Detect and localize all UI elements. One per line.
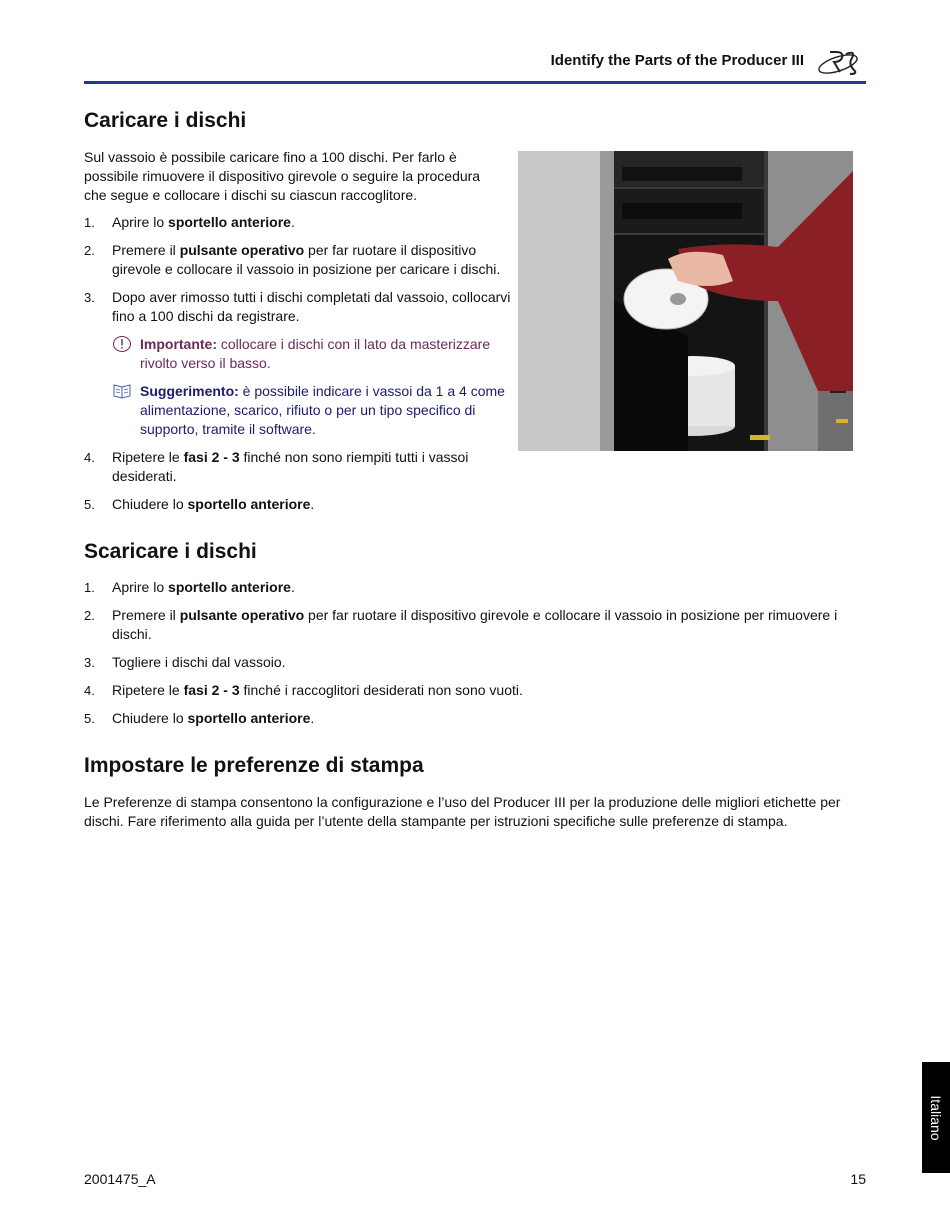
step-number: 3. bbox=[84, 290, 95, 305]
step-text: Ripetere le bbox=[112, 449, 184, 465]
section-heading-print-prefs: Impostare le preferenze di stampa bbox=[84, 754, 424, 777]
step-text: Chiudere lo bbox=[112, 710, 188, 726]
step-emphasis: fasi 2 - 3 bbox=[183, 682, 240, 698]
unload-steps-list bbox=[84, 578, 854, 737]
step-item bbox=[84, 709, 854, 728]
step-text: Premere il bbox=[112, 242, 180, 258]
step-emphasis: sportello anteriore bbox=[187, 710, 311, 726]
disc-loading-photo bbox=[518, 151, 853, 451]
step-text: Aprire lo bbox=[112, 579, 169, 595]
step-item bbox=[84, 241, 514, 279]
language-tab-label: Italiano bbox=[928, 1094, 944, 1141]
step-item bbox=[84, 495, 514, 514]
step-number: 4. bbox=[84, 683, 95, 698]
document-number: 2001475_A bbox=[84, 1171, 156, 1187]
step-emphasis: sportello anteriore bbox=[168, 214, 291, 230]
header-title: Identify the Parts of the Producer III bbox=[550, 52, 804, 69]
step-number: 1. bbox=[84, 580, 95, 595]
step-text-end: per far ruotare il dispositivo girevole e collocare il vassoio in posizione per rimuovere i dischi. bbox=[112, 607, 838, 642]
book-icon bbox=[112, 382, 132, 400]
step-emphasis: pulsante operativo bbox=[179, 242, 305, 258]
primera-logo-icon bbox=[814, 44, 866, 78]
tip-label: Suggerimento: bbox=[140, 383, 239, 399]
step-text-end: finché non sono riempiti tutti i vassoi desiderati. bbox=[112, 449, 469, 484]
step-text: Premere il bbox=[112, 607, 180, 623]
step-item bbox=[84, 448, 514, 486]
important-text: collocare i dischi con il lato da masterizzare rivolto verso il basso. bbox=[140, 336, 491, 371]
step-emphasis: fasi 2 - 3 bbox=[183, 449, 240, 465]
step-emphasis: pulsante operativo bbox=[179, 607, 305, 623]
step-item bbox=[84, 653, 854, 672]
step-text-end: per far ruotare il dispositivo girevole e collocare il vassoio in posizione per caricare i dischi. bbox=[112, 242, 501, 277]
step-text-end: . bbox=[310, 496, 315, 512]
step-item bbox=[84, 578, 854, 597]
step-number: 5. bbox=[84, 497, 95, 512]
important-note bbox=[112, 335, 514, 373]
page-header bbox=[84, 44, 866, 84]
intro-paragraph: Sul vassoio è possibile caricare fino a 100 dischi. Per farlo è possibile rimuovere il dispositivo girevole o seguire la procedura che segue e collocare i dischi su ciascun raccoglitore. bbox=[84, 149, 481, 203]
page-number: 15 bbox=[850, 1171, 866, 1187]
print-prefs-paragraph: Le Preferenze di stampa consentono la configurazione e l’uso del Producer III per la produzione delle migliori etichette per dischi. Fare riferimento alla guida per l’utente della stampante per istruzioni specifiche sulle preferenze di stampa. bbox=[84, 794, 841, 829]
step-text: Aprire lo bbox=[112, 214, 169, 230]
important-label: Importante: bbox=[140, 336, 217, 352]
step-number: 1. bbox=[84, 215, 95, 230]
step-item bbox=[84, 681, 854, 700]
step-emphasis: sportello anteriore bbox=[187, 496, 311, 512]
section-heading-unload: Scaricare i dischi bbox=[84, 540, 257, 563]
step-text-end: . bbox=[310, 710, 315, 726]
step-item bbox=[84, 606, 854, 644]
step-item bbox=[84, 213, 514, 232]
step-text: Togliere i dischi dal vassoio. bbox=[112, 654, 286, 670]
tip-text: è possibile indicare i vassoi da 1 a 4 come alimentazione, scarico, rifiuto o per un tipo specifico di supporto, tramite il software. bbox=[140, 383, 505, 437]
load-steps-list bbox=[84, 213, 514, 523]
language-tab bbox=[922, 1062, 950, 1173]
step-number: 2. bbox=[84, 608, 95, 623]
exclamation-icon bbox=[112, 335, 132, 353]
step-text-end: . bbox=[290, 579, 295, 595]
step-item bbox=[84, 288, 514, 326]
step-number: 2. bbox=[84, 243, 95, 258]
tip-note bbox=[112, 382, 514, 439]
header-rule bbox=[84, 81, 866, 84]
step-emphasis: sportello anteriore bbox=[168, 579, 291, 595]
step-number: 3. bbox=[84, 655, 95, 670]
step-text: Chiudere lo bbox=[112, 496, 188, 512]
step-text: Ripetere le bbox=[112, 682, 184, 698]
step-text-end: . bbox=[290, 214, 295, 230]
step-text: Dopo aver rimosso tutti i dischi completati dal vassoio, collocarvi fino a 100 dischi da registrare. bbox=[112, 289, 511, 324]
step-number: 5. bbox=[84, 711, 95, 726]
step-text-end: finché i raccoglitori desiderati non sono vuoti. bbox=[239, 682, 523, 698]
section-heading-load: Caricare i dischi bbox=[84, 109, 247, 132]
step-number: 4. bbox=[84, 450, 95, 465]
